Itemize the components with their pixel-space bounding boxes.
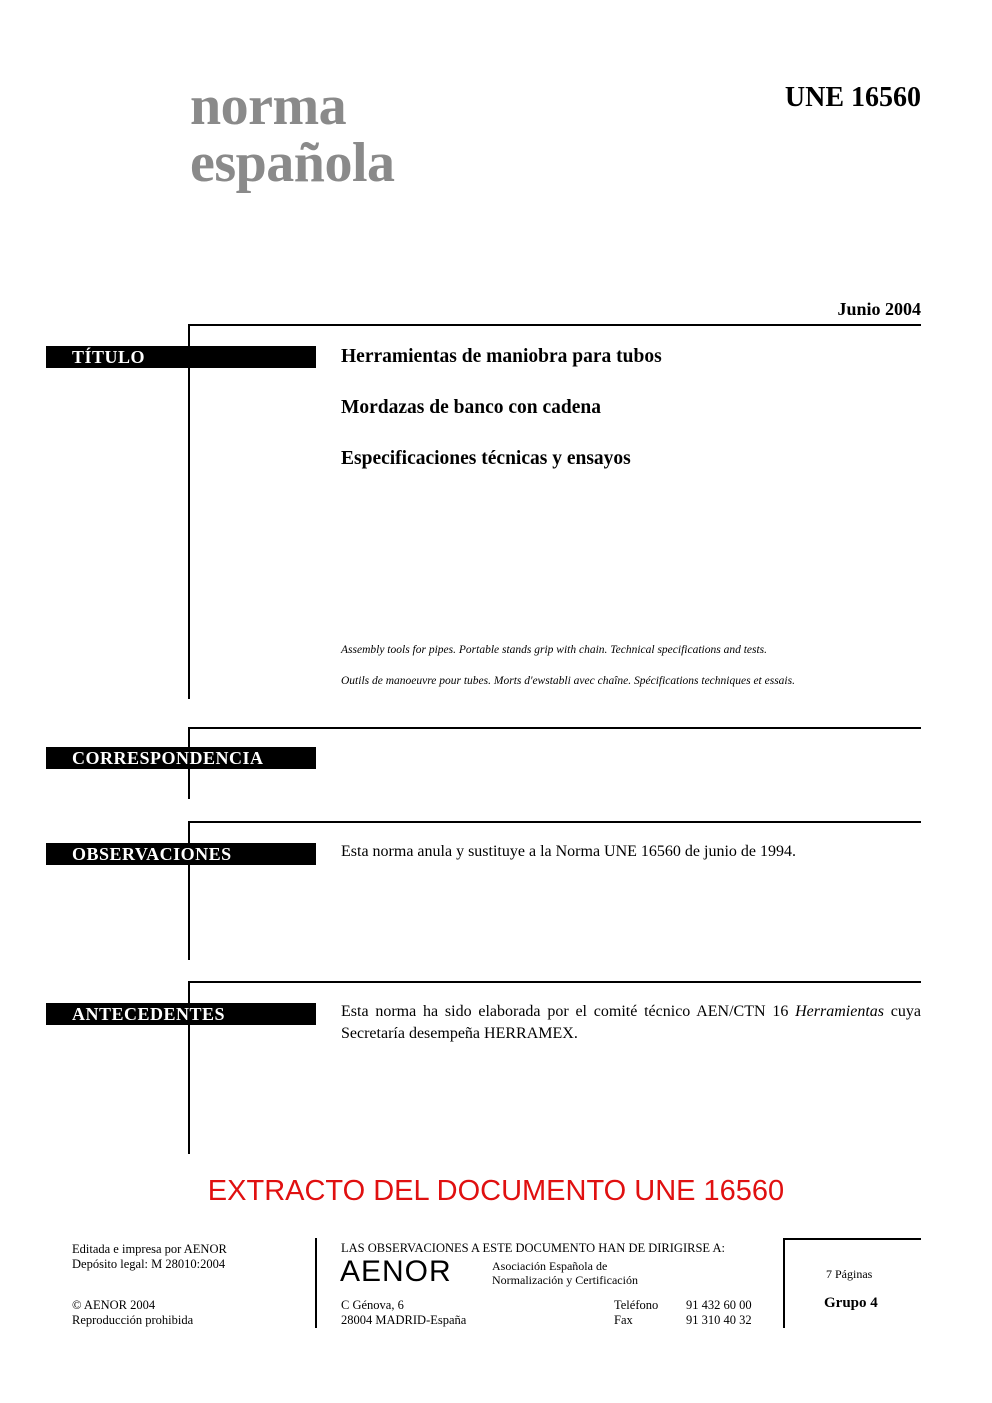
org-line-2: Normalización y Certificación xyxy=(492,1273,638,1287)
legal-deposit: Depósito legal: M 28010:2004 xyxy=(72,1257,226,1271)
observaciones-label: OBSERVACIONES xyxy=(46,843,316,865)
title-line: Mordazas de banco con cadena xyxy=(341,397,601,418)
observaciones-text: Esta norma anula y sustituye a la Norma UNE 16560 de junio de 1994. xyxy=(341,843,797,860)
antecedentes-label: ANTECEDENTES xyxy=(46,1003,316,1025)
pages-box-top xyxy=(783,1238,921,1240)
footer-copyright xyxy=(72,1298,193,1328)
section-divider xyxy=(188,324,921,326)
phone-label: Teléfono xyxy=(614,1298,659,1312)
fax-label: Fax xyxy=(614,1313,633,1327)
organization-name xyxy=(492,1259,638,1287)
french-title: Outils de manoeuvre pour tubes. Morts d'ewstabli avec chaîne. Spécifications techniques et essais. xyxy=(341,675,795,687)
brand-line-2: española xyxy=(190,132,395,194)
contact-values xyxy=(686,1298,752,1328)
address xyxy=(341,1298,466,1328)
english-title: Assembly tools for pipes. Portable stands grip with chain. Technical specifications and tests. xyxy=(341,644,768,656)
antecedentes-text xyxy=(341,1001,921,1045)
title-line: Herramientas de maniobra para tubos xyxy=(341,346,662,367)
section-divider xyxy=(188,821,921,823)
fax-value: 91 310 40 32 xyxy=(686,1313,752,1327)
section-rule xyxy=(188,821,190,960)
phone-value: 91 432 60 00 xyxy=(686,1298,752,1312)
title-line: Especificaciones técnicas y ensayos xyxy=(341,448,631,469)
org-line-1: Asociación Española de xyxy=(492,1259,608,1273)
brand-title xyxy=(190,75,395,194)
antecedentes-text-end: cuya Secretaría desempeña HERRAMEX. xyxy=(341,1003,921,1042)
section-divider xyxy=(188,727,921,729)
price-group: Grupo 4 xyxy=(824,1295,878,1311)
copyright: © AENOR 2004 xyxy=(72,1298,156,1312)
address-line-2: 28004 MADRID-España xyxy=(341,1313,467,1327)
pages-box-side xyxy=(783,1238,785,1328)
section-divider xyxy=(188,981,921,983)
committee-name: Herramientas xyxy=(795,1003,884,1020)
edited-by: Editada e impresa por AENOR xyxy=(72,1242,227,1256)
address-line-1: C Génova, 6 xyxy=(341,1298,404,1312)
section-rule xyxy=(188,324,190,699)
brand-line-1: norma xyxy=(190,75,347,137)
observations-heading: LAS OBSERVACIONES A ESTE DOCUMENTO HAN DE DIRIGIRSE A: xyxy=(341,1241,725,1255)
footer-divider xyxy=(315,1238,317,1328)
footer-edition xyxy=(72,1242,227,1272)
aenor-logo: AENOR xyxy=(340,1255,452,1288)
antecedentes-text-start: Esta norma ha sido elaborada por el comité técnico AEN/CTN 16 xyxy=(341,1003,796,1020)
publication-date: Junio 2004 xyxy=(837,299,921,319)
standard-code: UNE 16560 xyxy=(784,82,921,113)
extract-notice: EXTRACTO DEL DOCUMENTO UNE 16560 xyxy=(207,1175,785,1207)
contact-labels xyxy=(614,1298,658,1328)
page-count: 7 Páginas xyxy=(826,1267,873,1281)
reproduction-notice: Reproducción prohibida xyxy=(72,1313,194,1327)
titulo-label: TÍTULO xyxy=(46,346,316,368)
correspondencia-label: CORRESPONDENCIA xyxy=(46,747,316,769)
